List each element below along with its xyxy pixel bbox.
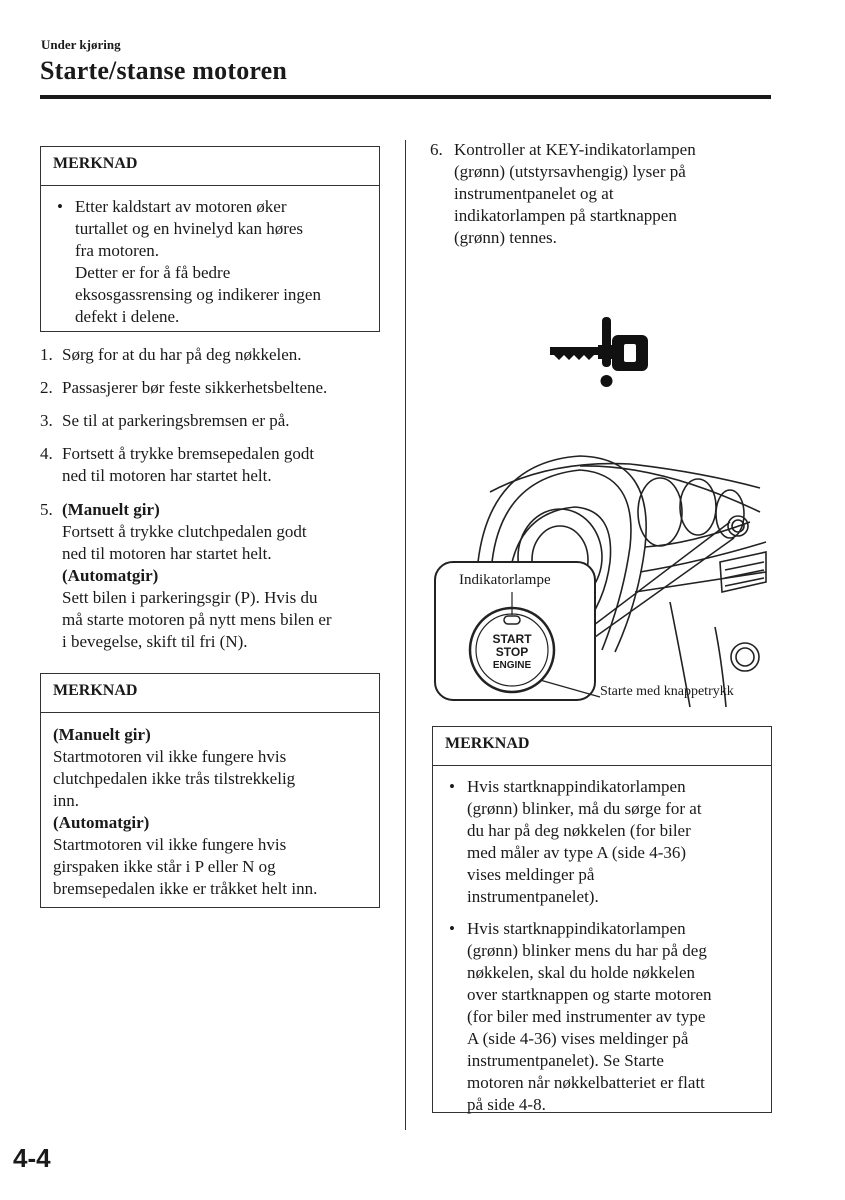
section-label: Under kjøring	[41, 37, 121, 52]
text-line: instrumentpanelet).	[467, 887, 599, 906]
step-number: 1.	[40, 345, 53, 364]
text-line: Etter kaldstart av motoren øker	[75, 197, 287, 216]
note-box-cold-start	[40, 146, 380, 332]
text-line: turtallet og en hvinelyd kan høres	[75, 219, 304, 238]
text-line: bremsepedalen ikke er tråkket helt inn.	[53, 879, 318, 898]
text-line: (grønn) blinker, må du sørge for at	[467, 799, 702, 818]
step-text: Sett bilen i parkeringsgir (P). Hvis du	[62, 588, 318, 607]
step-text: Fortsett å trykke clutchpedalen godt	[62, 522, 307, 541]
step-text: må starte motoren på nytt mens bilen er	[62, 610, 332, 629]
step-number: 2.	[40, 378, 53, 397]
note-box-starter	[40, 673, 380, 908]
start-stop-button-label	[472, 633, 552, 672]
step-text: Passasjerer bør feste sikkerhetsbeltene.	[62, 378, 328, 397]
step-text: indikatorlampen på startknappen	[454, 206, 677, 225]
illustration-caption: Starte med knappetrykk	[600, 684, 734, 699]
text-line: eksosgassrensing og indikerer ingen	[75, 285, 321, 304]
step-number: 6.	[430, 140, 443, 159]
note-box-indicator	[432, 726, 772, 1113]
step-5	[40, 499, 380, 653]
indicator-lamp-label: Indikatorlampe	[459, 572, 551, 588]
note-bullet	[445, 918, 759, 1116]
text-line: vises meldinger på	[467, 865, 595, 884]
text-line: Startmotoren vil ikke fungere hvis	[53, 835, 287, 854]
step-text: Fortsett å trykke bremsepedalen godt	[62, 444, 315, 463]
step-text: ned til motoren har startet helt.	[62, 466, 272, 485]
step-text: instrumentpanelet og at	[454, 184, 614, 203]
text-line: fra motoren.	[75, 241, 160, 260]
text-line: over startknappen og starte motoren	[467, 985, 712, 1004]
text-line: Detter er for å få bedre	[75, 263, 231, 282]
button-text-stop: STOP	[495, 645, 529, 659]
text-line: motoren når nøkkelbatteriet er flatt	[467, 1073, 705, 1092]
text-line: inn.	[53, 791, 79, 810]
text-line: instrumentpanelet). Se Starte	[467, 1051, 664, 1070]
step-text: i bevegelse, skift til fri (N).	[62, 632, 248, 651]
note-heading: MERKNAD	[41, 674, 379, 713]
text-line: (grønn) blinker mens du har på deg	[467, 941, 707, 960]
step-text: (grønn) (utstyrsavhengig) lyser på	[454, 162, 686, 181]
step-text: ned til motoren har startet helt.	[62, 544, 272, 563]
step-2	[40, 377, 380, 399]
text-line: Startmotoren vil ikke fungere hvis	[53, 747, 287, 766]
subheading-auto: (Automatgir)	[62, 566, 159, 585]
text-line: A (side 4-36) vises meldinger på	[467, 1029, 689, 1048]
step-3	[40, 410, 380, 432]
text-line: girspaken ikke står i P eller N og	[53, 857, 276, 876]
bullet-icon: •	[57, 197, 63, 216]
step-6	[430, 139, 770, 249]
bullet-icon: •	[449, 777, 455, 796]
step-text: Sørg for at du har på deg nøkkelen.	[62, 345, 302, 364]
page-title: Starte/stanse motoren	[40, 56, 288, 85]
text-line: nøkkelen, skal du holde nøkkelen	[467, 963, 696, 982]
page-number: 4-4	[13, 1143, 51, 1173]
bullet-icon: •	[449, 919, 455, 938]
dashboard-illustration	[430, 452, 770, 712]
step-text: (grønn) tennes.	[454, 228, 557, 247]
text-line: clutchpedalen ikke trås tilstrekkelig	[53, 769, 296, 788]
step-1	[40, 344, 380, 366]
key-warning-icon	[548, 315, 658, 395]
step-number: 4.	[40, 444, 53, 463]
note-heading: MERKNAD	[433, 727, 771, 766]
step-number: 3.	[40, 411, 53, 430]
subheading-manual: (Manuelt gir)	[53, 725, 151, 744]
text-line: Hvis startknappindikatorlampen	[467, 777, 686, 796]
text-line: (for biler med instrumenter av type	[467, 1007, 706, 1026]
step-number: 5.	[40, 500, 53, 519]
subheading-auto: (Automatgir)	[53, 813, 150, 832]
note-bullet	[53, 196, 367, 328]
step-text: Kontroller at KEY-indikatorlampen	[454, 140, 696, 159]
text-line: på side 4-8.	[467, 1095, 546, 1114]
text-line: du har på deg nøkkelen (for biler	[467, 821, 691, 840]
column-divider	[405, 140, 406, 1130]
step-4	[40, 443, 380, 487]
button-text-start: START	[492, 632, 532, 646]
title-rule	[40, 95, 771, 99]
note-heading: MERKNAD	[41, 147, 379, 186]
button-text-engine: ENGINE	[492, 660, 532, 671]
step-text: Se til at parkeringsbremsen er på.	[62, 411, 290, 430]
text-line: med måler av type A (side 4-36)	[467, 843, 687, 862]
subheading-manual: (Manuelt gir)	[62, 500, 160, 519]
note-bullet	[445, 776, 759, 908]
text-line: Hvis startknappindikatorlampen	[467, 919, 686, 938]
text-line: defekt i delene.	[75, 307, 180, 326]
